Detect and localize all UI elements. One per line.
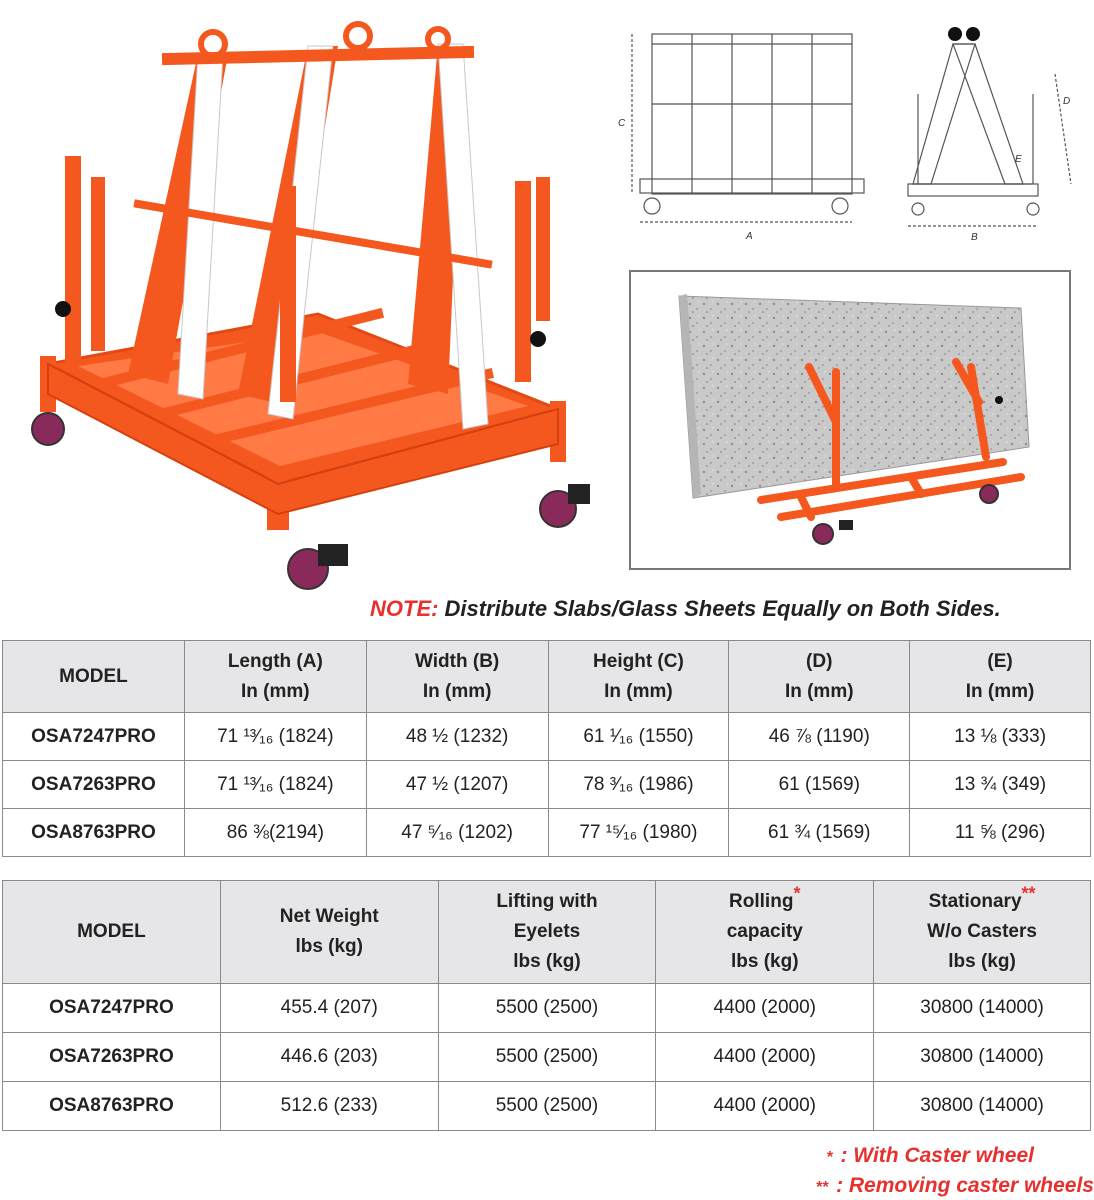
note-text: Distribute Slabs/Glass Sheets Equally on Both Sides. <box>444 596 1001 621</box>
dimension-e-label: E <box>1015 154 1022 165</box>
width-cell: 48 ½ (1232) <box>366 713 548 761</box>
loading-note <box>370 596 1001 622</box>
width-cell: 47 ⁵⁄₁₆ (1202) <box>366 809 548 857</box>
header-e: (E) In (mm) <box>910 641 1091 713</box>
lifting-cell: 5500 (2500) <box>438 1082 656 1131</box>
front-view-drawing <box>612 14 874 246</box>
table-row <box>3 1033 1091 1082</box>
length-cell: 71 ¹³⁄₁₆ (1824) <box>184 713 366 761</box>
stationary-cell: 30800 (14000) <box>874 1033 1091 1082</box>
table-row <box>3 809 1091 857</box>
net-weight-cell: 455.4 (207) <box>220 984 438 1033</box>
footnote-mark: ** <box>815 1179 829 1196</box>
net-weight-cell: 512.6 (233) <box>220 1082 438 1131</box>
model-cell: OSA7247PRO <box>3 713 185 761</box>
header-width: Width (B) In (mm) <box>366 641 548 713</box>
model-cell: OSA8763PRO <box>3 809 185 857</box>
loads-header-row <box>3 881 1091 984</box>
header-d: (D) In (mm) <box>729 641 910 713</box>
footnote-text: : With Caster wheel <box>840 1144 1034 1167</box>
stationary-cell: 30800 (14000) <box>874 1082 1091 1131</box>
side-view-drawing <box>893 14 1083 246</box>
model-cell: OSA8763PRO <box>3 1082 221 1131</box>
note-label: NOTE: <box>370 596 439 621</box>
rolling-cell: 4400 (2000) <box>656 1082 874 1131</box>
load-capacity-table <box>2 880 1091 1131</box>
table-row <box>3 761 1091 809</box>
height-cell: 78 ³⁄₁₆ (1986) <box>548 761 729 809</box>
footnote-mark: * <box>826 1149 833 1166</box>
header-length: Length (A) In (mm) <box>184 641 366 713</box>
d-cell: 46 ⅞ (1190) <box>729 713 910 761</box>
stationary-cell: 30800 (14000) <box>874 984 1091 1033</box>
lifting-cell: 5500 (2500) <box>438 1033 656 1082</box>
table-row <box>3 713 1091 761</box>
dimensions-header-row <box>3 641 1091 713</box>
dimension-d-label: D <box>1063 96 1071 107</box>
table-row <box>3 984 1091 1033</box>
height-cell: 61 ¹⁄₁₆ (1550) <box>548 713 729 761</box>
width-cell: 47 ½ (1207) <box>366 761 548 809</box>
e-cell: 11 ⅝ (296) <box>910 809 1091 857</box>
rolling-cell: 4400 (2000) <box>656 1033 874 1082</box>
rolling-cell: 4400 (2000) <box>656 984 874 1033</box>
dimension-b-label: B <box>971 232 978 243</box>
header-rolling: Rolling* capacity lbs (kg) <box>656 881 874 984</box>
a-frame-cart-photo <box>18 14 590 594</box>
model-cell: OSA7263PRO <box>3 761 185 809</box>
dimensions-table <box>2 640 1091 857</box>
length-cell: 71 ¹³⁄₁₆ (1824) <box>184 761 366 809</box>
double-asterisk-mark: ** <box>1021 883 1036 904</box>
header-model: MODEL <box>3 881 221 984</box>
footnote-removing-casters <box>816 1174 1094 1198</box>
asterisk-mark: * <box>793 883 801 904</box>
header-net-weight: Net Weight lbs (kg) <box>220 881 438 984</box>
height-cell: 77 ¹⁵⁄₁₆ (1980) <box>548 809 729 857</box>
model-cell: OSA7247PRO <box>3 984 221 1033</box>
dimension-c-label: C <box>618 118 626 129</box>
header-lifting: Lifting with Eyelets lbs (kg) <box>438 881 656 984</box>
model-cell: OSA7263PRO <box>3 1033 221 1082</box>
slab-on-cart-photo <box>629 270 1071 570</box>
d-cell: 61 (1569) <box>729 761 910 809</box>
d-cell: 61 ¾ (1569) <box>729 809 910 857</box>
table-row <box>3 1082 1091 1131</box>
e-cell: 13 ⅛ (333) <box>910 713 1091 761</box>
footnote-text: : Removing caster wheels <box>836 1174 1094 1197</box>
header-stationary: Stationary** W/o Casters lbs (kg) <box>874 881 1091 984</box>
header-model: MODEL <box>3 641 185 713</box>
dimension-a-label: A <box>746 231 753 242</box>
length-cell: 86 ⅜(2194) <box>184 809 366 857</box>
footnote-caster-wheel <box>826 1144 1034 1168</box>
lifting-cell: 5500 (2500) <box>438 984 656 1033</box>
e-cell: 13 ¾ (349) <box>910 761 1091 809</box>
net-weight-cell: 446.6 (203) <box>220 1033 438 1082</box>
header-height: Height (C) In (mm) <box>548 641 729 713</box>
